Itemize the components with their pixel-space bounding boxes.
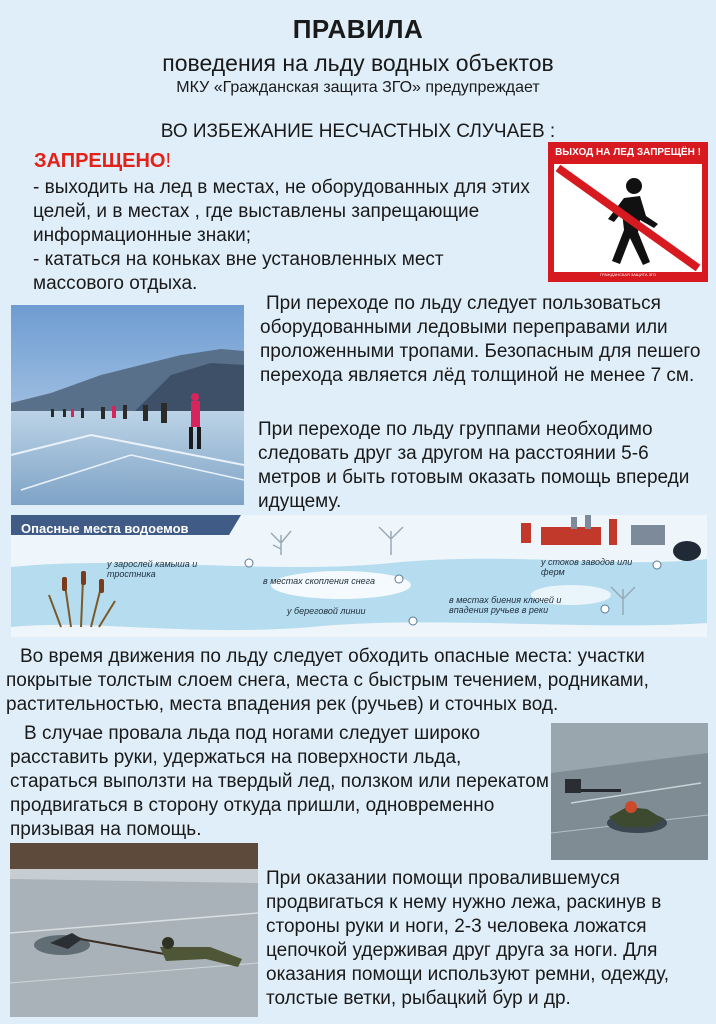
forbidden-item: - выходить на лед в местах, не оборудованных для этих целей, и в местах , где выставлены запрещающие информационные знаки; [33,177,530,246]
pedestrian-prohibited-icon [554,164,702,272]
breakthrough-paragraph: В случае провала льда под ногами следует широко расставить руки, удержаться на поверхности льда, стараться выползти на твердый лед, ползком или перекатом продвигаться в сторону откуда пришли, одновременно призывая на помощь. [10,723,549,840]
rescue-paragraph: При оказании помощи провалившемуся продвигаться к нему нужно лежа, раскинув в стороны руки и ноги, 2-3 человека ложатся цепочкой удерживая друг друга за ноги. Для оказания помощи используют ремни, одежду, толстые ветки, рыбацкий бур и др. [266,868,670,1009]
intro-heading: ВО ИЗБЕЖАНИЕ НЕСЧАСТНЫХ СЛУЧАЕВ : [160,121,556,142]
diagram-label-shore: у береговой линии [287,606,366,616]
ice-hole-photo [551,723,708,860]
forbidden-heading-text: ЗАПРЕЩЕНО [34,150,166,172]
forbidden-heading [34,150,171,173]
rescue-photo [10,843,258,1017]
forbidden-item: - кататься на коньках вне установленных мест массового отдыха. [33,249,444,294]
dangerous-places-diagram [11,515,707,637]
sign-panel [554,164,702,272]
rescue-photo-image [10,843,258,1017]
diagram-label-snow: в местах скопления снега [263,576,376,586]
diagram-label-springs: в местах биения ключей и впадения ручьев в реки [449,595,562,615]
page-subtitle: поведения на льду водных объектов [162,50,554,76]
diagram-title: Опасные места водоемов [21,521,189,536]
danger-paragraph: Во время движения по льду следует обходить опасные места: участки покрытые толстым слоем снега, места с быстрым течением, родниками, растительностью, места впадения рек (ручьев) и сточных вод. [6,646,649,715]
forbidden-mark: ! [165,150,172,172]
lake-hikers-photo [11,305,244,505]
group-paragraph: При переходе по льду группами необходимо следовать друг за другом на расстоянии 5-6 метров и быть готовым оказать помощь впереди идущему. [258,419,690,512]
sign-footer: ГРАЖДАНСКАЯ ЗАЩИТА ЗГО [599,272,657,277]
no-ice-exit-sign [548,142,708,282]
lake-hikers-photo-image [11,305,244,505]
crossing-paragraph: При переходе по льду следует пользоваться оборудованными ледовыми переправами или проложенными тропами. Безопасным для пешего перехода является лёд толщиной не менее 7 см. [260,293,701,386]
organization-line: МКУ «Гражданская защита ЗГО» предупреждает [176,79,540,96]
page-title: ПРАВИЛА [292,14,424,44]
diagram-label-factories: у стоков заводов или ферм [541,557,633,577]
ice-hole-photo-image [551,723,708,860]
diagram-label-reeds: у зарослей камыша и тростника [107,559,198,579]
forbidden-list [33,176,533,296]
sign-label: ВЫХОД НА ЛЕД ЗАПРЕЩЁН ! [555,147,701,158]
